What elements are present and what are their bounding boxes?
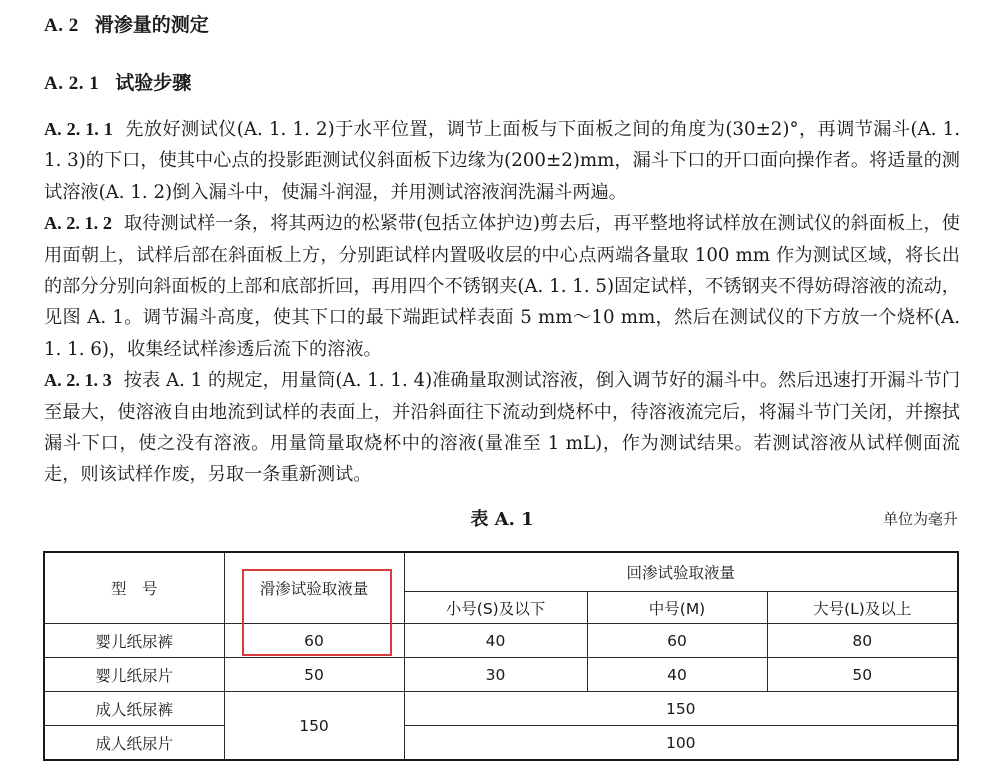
- cell-type: 成人纸尿裤: [44, 692, 224, 726]
- table-unit: 单位为毫升: [882, 510, 958, 528]
- table-row: [44, 692, 958, 726]
- cell-rewet-merged: 150: [404, 692, 958, 726]
- section-heading-a21: [44, 68, 191, 95]
- header-medium: 中号(M): [587, 592, 767, 624]
- paragraph-body: 按表 A. 1 的规定，用量筒(A. 1. 1. 4)准确量取测试溶液，倒入调节好的漏斗中。然后迅速打开漏斗节门至最大，使溶液自由地流到试样的表面上，并沿斜面往下流动到烧杯中，待溶液流完后，将漏斗节门关闭，并擦拭漏斗下口，使之没有溶液。用量筒量取烧杯中的溶液(量准至 1 mL)，作为测试结果。若测试溶液从试样侧面流走，则该试样作废，另取一条重新测试。: [44, 370, 961, 486]
- table-row: [44, 726, 958, 761]
- cell-slip: 50: [224, 658, 404, 692]
- procedure-text: [44, 114, 960, 491]
- header-small: 小号(S)及以下: [404, 592, 587, 624]
- table-caption: 表 A. 1: [470, 509, 534, 530]
- paragraph-number: A. 2. 1. 1: [44, 119, 113, 139]
- paragraph-a2-1-3: [44, 365, 960, 491]
- volume-table: [43, 551, 959, 761]
- cell-type: 婴儿纸尿裤: [44, 624, 224, 658]
- cell-slip: 60: [224, 624, 404, 658]
- paragraph-a2-1-2: [44, 208, 960, 365]
- header-type: 型 号: [44, 552, 224, 624]
- header-rewet-volume: 回渗试验取液量: [404, 552, 958, 592]
- section-heading-a2: [44, 10, 209, 37]
- section-title: 滑渗量的测定: [94, 14, 209, 36]
- cell-medium: 40: [587, 658, 767, 692]
- paragraph-a2-1-1: [44, 114, 960, 208]
- paragraph-body: 先放好测试仪(A. 1. 1. 2)于水平位置，调节上面板与下面板之间的角度为(30±2)°，再调节漏斗(A. 1. 1. 3)的下口，使其中心点的投影距测试仪斜面板下边缘为(200±2)mm，漏斗下口的开口面向操作者。将适量的测试溶液(A. 1. 2)倒入漏斗中，使漏斗润湿，并用测试溶液润洗漏斗两遍。: [44, 119, 960, 203]
- subsection-number: A. 2. 1: [44, 73, 100, 94]
- table-header-row: [44, 552, 958, 592]
- cell-small: 40: [404, 624, 587, 658]
- header-large: 大号(L)及以上: [767, 592, 958, 624]
- cell-rewet-merged: 100: [404, 726, 958, 761]
- cell-slip-merged: 150: [224, 692, 404, 761]
- paragraph-number: A. 2. 1. 3: [44, 370, 112, 391]
- section-number: A. 2: [44, 15, 79, 36]
- cell-large: 80: [767, 624, 958, 658]
- table-row: [44, 624, 958, 658]
- paragraph-number: A. 2. 1. 2: [44, 213, 112, 234]
- subsection-title: 试验步骤: [115, 72, 192, 94]
- table-row: [44, 658, 958, 692]
- paragraph-body: 取待测试样一条，将其两边的松紧带(包括立体护边)剪去后，再平整地将试样放在测试仪的斜面板上，使用面朝上，试样后部在斜面板上方，分别距试样内置吸收层的中心点两端各量取 100 mm 作为测试区域，将长出的部分分别向斜面板的上部和底部折回，再用四个不锈钢夹(A. 1. 1. 5)固定试样，不锈钢夹不得妨碍溶液的流动，见图 A. 1。调节漏斗高度，使其下口的最下端距试样表面 5 mm～10 mm，然后在测试仪的下方放一个烧杯(A. 1. 1. 6)，收集经试样渗透后流下的溶液。: [44, 213, 960, 360]
- cell-large: 50: [767, 658, 958, 692]
- cell-type: 婴儿纸尿片: [44, 658, 224, 692]
- cell-medium: 60: [587, 624, 767, 658]
- cell-type: 成人纸尿片: [44, 726, 224, 761]
- header-slip-volume: 滑渗试验取液量: [224, 552, 404, 624]
- cell-small: 30: [404, 658, 587, 692]
